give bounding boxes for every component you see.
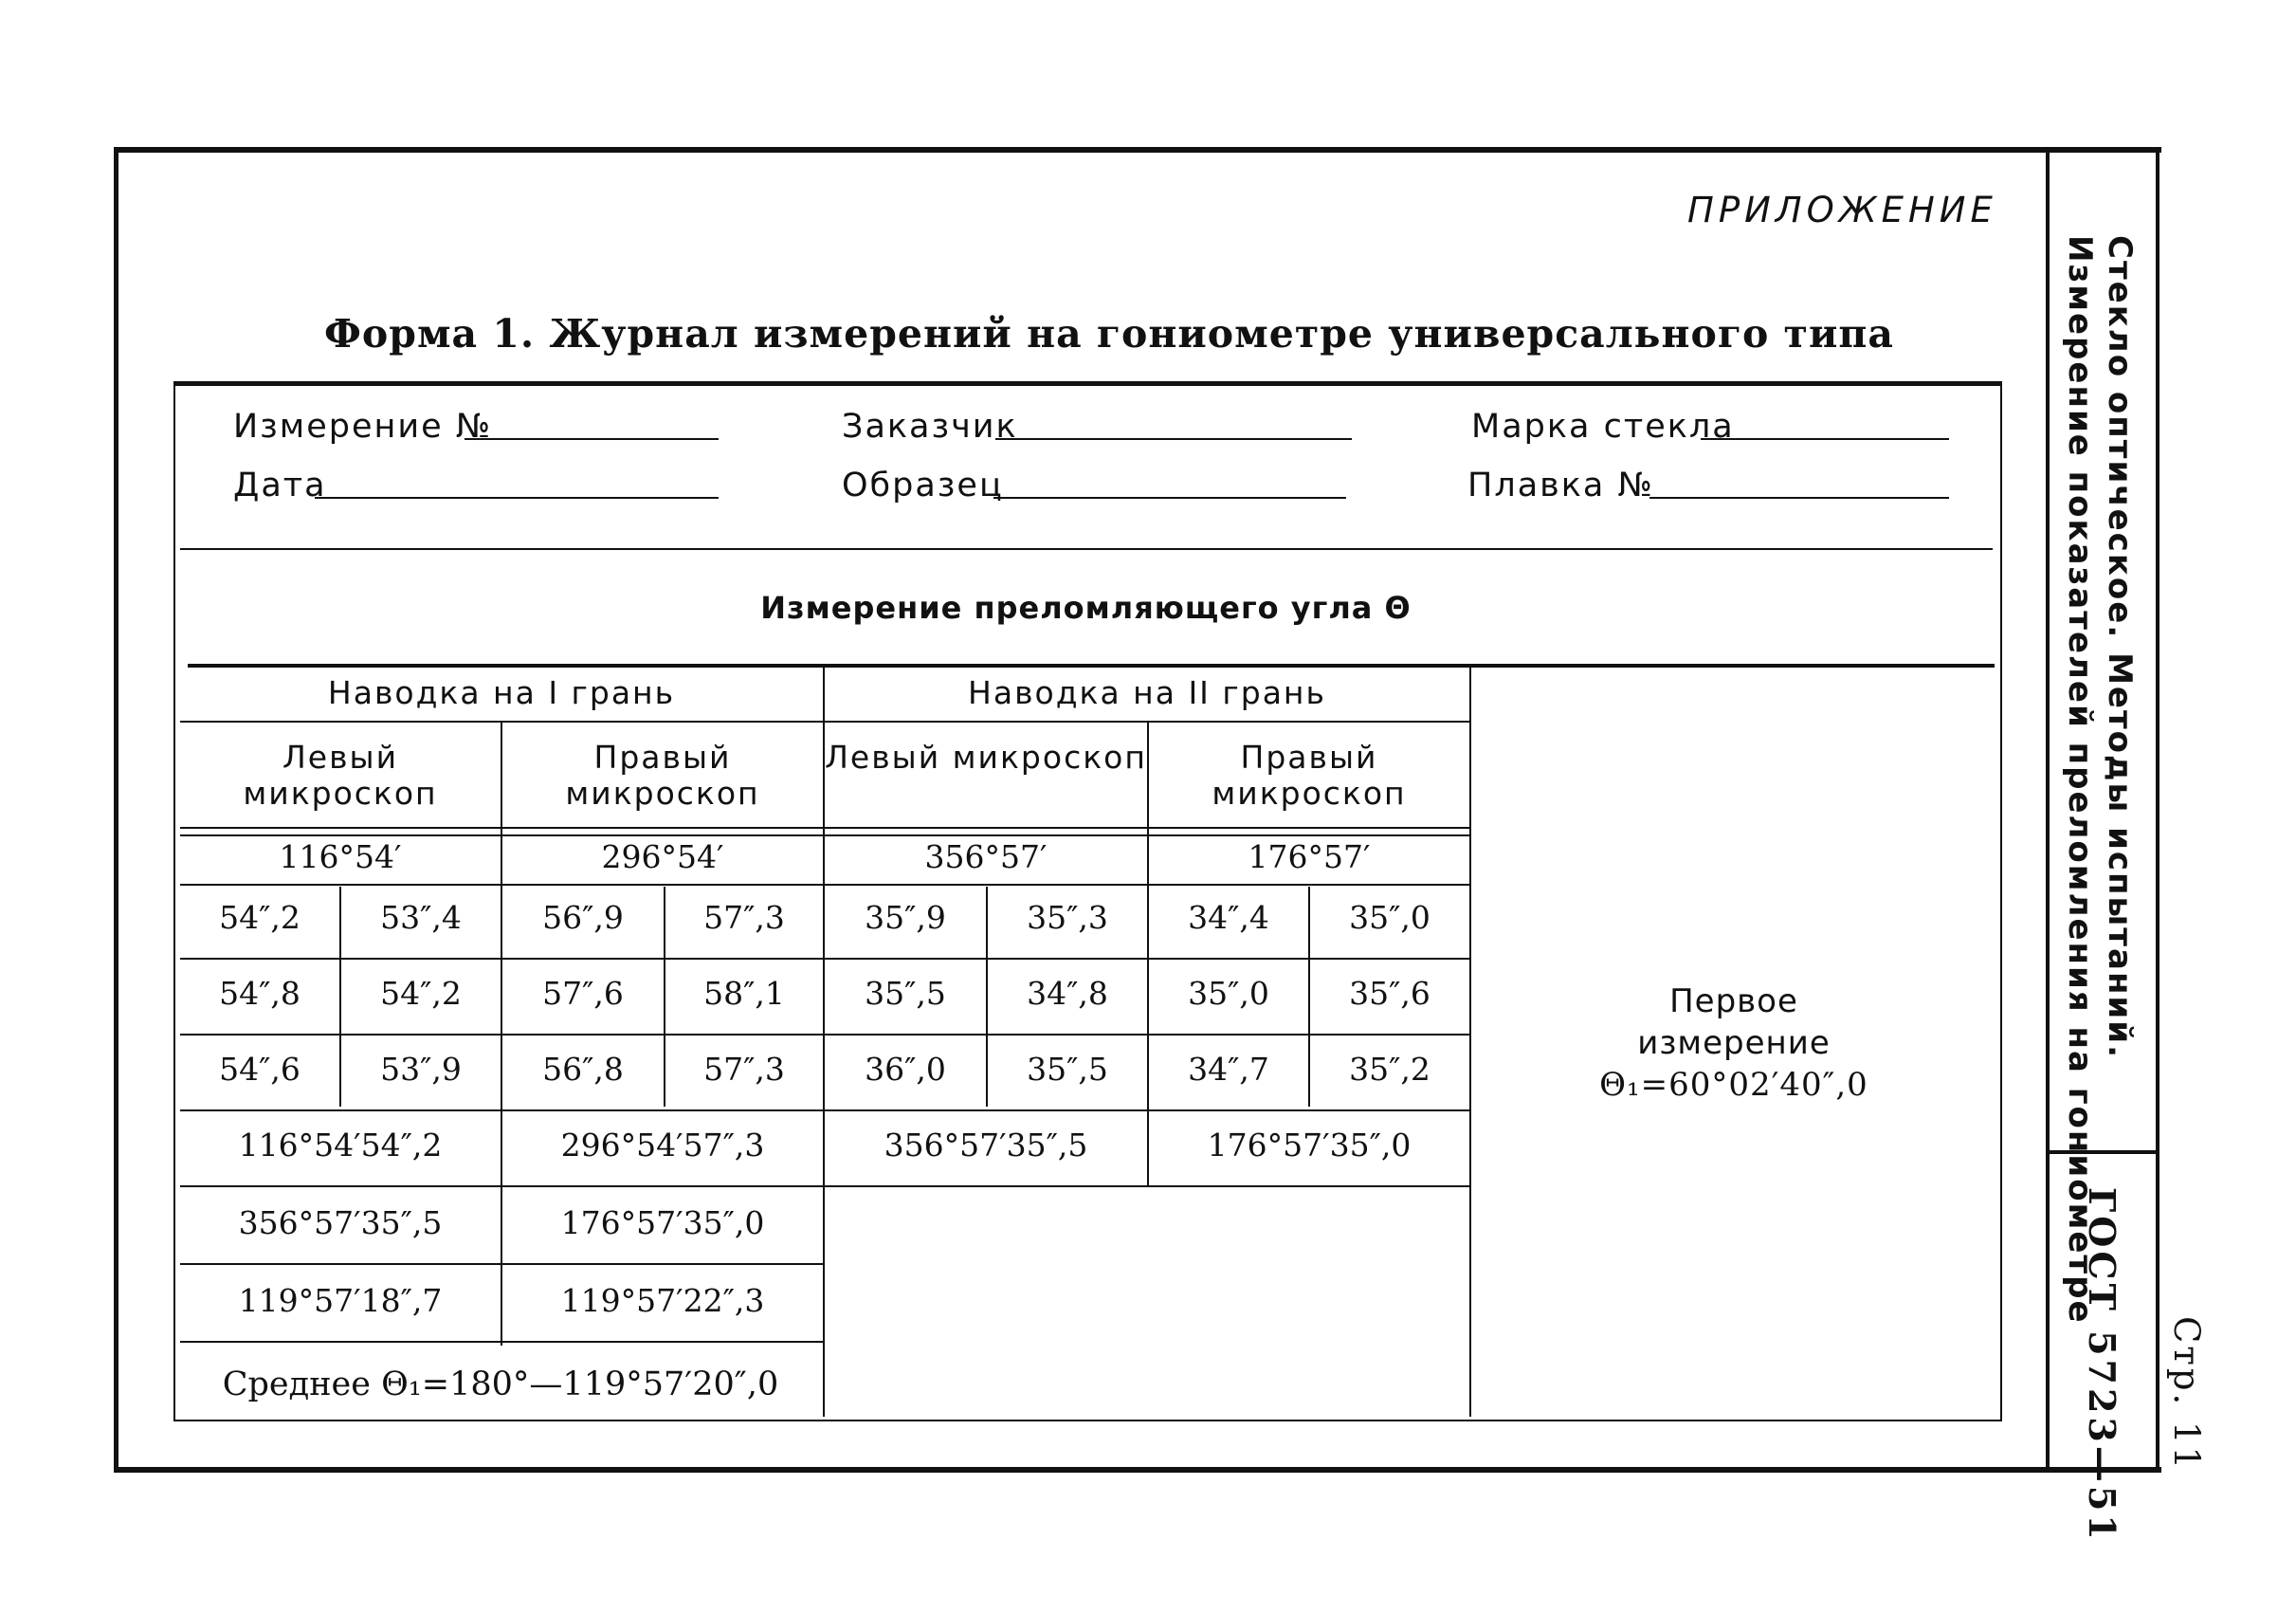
grid-line-averages xyxy=(180,1185,1469,1187)
average-cell: 356°57′35″,5 xyxy=(884,1127,1088,1164)
grid-line-face-header xyxy=(180,721,1469,723)
reading-cell: 58″,1 xyxy=(703,975,785,1012)
field-melt-no: Плавка № xyxy=(1467,467,1654,504)
reading-cell: 54″,2 xyxy=(380,975,462,1012)
frame-side-outer-border xyxy=(2156,150,2159,1470)
grid-line-microscope-header-1 xyxy=(180,827,1469,829)
field-melt-no-line xyxy=(1649,497,1949,499)
grid-line-reading-2 xyxy=(180,1034,1469,1036)
reading-cell: 34″,7 xyxy=(1188,1051,1269,1088)
reading-cell: 57″,6 xyxy=(542,975,624,1012)
base-angle: 176°57′ xyxy=(1248,838,1371,875)
reading-cell: 56″,8 xyxy=(542,1051,624,1088)
reading-cell: 54″,2 xyxy=(219,899,301,936)
reading-cell: 35″,6 xyxy=(1349,975,1430,1012)
appendix-label: ПРИЛОЖЕНИЕ xyxy=(1687,190,1997,230)
reading-cell: 34″,8 xyxy=(1027,975,1108,1012)
grid-line-reading-3 xyxy=(180,1109,1469,1111)
reading-cell: 35″,2 xyxy=(1349,1051,1430,1088)
reading-cell: 35″,9 xyxy=(865,899,946,936)
result-label-measurement: измерение xyxy=(1637,1024,1831,1062)
result-value: Θ₁=60°02′40″,0 xyxy=(1599,1066,1868,1104)
header-separator xyxy=(180,548,1993,550)
average-cell: 116°54′54″,2 xyxy=(238,1127,443,1164)
grid-divider-faces xyxy=(823,668,825,1417)
reading-cell: 36″,0 xyxy=(865,1051,946,1088)
gost-number: ГОСТ 5723—51 xyxy=(2081,1187,2123,1544)
reading-cell: 57″,3 xyxy=(703,1051,785,1088)
reading-cell: 34″,4 xyxy=(1188,899,1269,936)
section-caption: Измерение преломляющего угла Θ xyxy=(760,590,1412,626)
header-face-1: Наводка на I грань xyxy=(327,674,676,711)
side-title-line-2: Измерение показателей преломления на гониометре xyxy=(2061,235,2099,1325)
side-title-line-1: Стекло оптическое. Методы испытаний. xyxy=(2101,235,2139,1059)
average-cell: 296°54′57″,3 xyxy=(560,1127,765,1164)
header-left-microscope-2: Левый микроскоп xyxy=(825,739,1147,776)
header-right-microscope-2: Правый микроскоп xyxy=(1212,739,1407,812)
second-face-value: 356°57′35″,5 xyxy=(238,1204,443,1241)
base-angle: 356°57′ xyxy=(924,838,1048,875)
frame-top-border xyxy=(114,147,2161,153)
field-date-line xyxy=(315,497,719,499)
difference-cell: 119°57′18″,7 xyxy=(238,1282,443,1319)
average-cell: 176°57′35″,0 xyxy=(1207,1127,1412,1164)
header-right-microscope-1: Правый микроскоп xyxy=(565,739,760,812)
reading-cell: 35″,5 xyxy=(865,975,946,1012)
field-customer-line xyxy=(995,438,1352,440)
base-angle: 116°54′ xyxy=(279,838,402,875)
header-left-microscope-1: Левый микроскоп xyxy=(243,739,438,812)
field-glass-grade-line xyxy=(1701,438,1949,440)
reading-cell: 53″,4 xyxy=(380,899,462,936)
field-sample: Образец xyxy=(842,467,1004,504)
caption-separator xyxy=(188,664,1995,668)
reading-cell: 35″,0 xyxy=(1349,899,1430,936)
result-label-first: Первое xyxy=(1669,982,1798,1020)
grid-line-microscope-header-2 xyxy=(180,834,1469,836)
field-date: Дата xyxy=(233,467,327,504)
field-sample-line xyxy=(993,497,1346,499)
reading-cell: 54″,8 xyxy=(219,975,301,1012)
field-measurement-no: Измерение № xyxy=(233,408,493,446)
reading-cell: 35″,3 xyxy=(1027,899,1108,936)
grid-line-differences xyxy=(180,1341,823,1343)
reading-cell: 54″,6 xyxy=(219,1051,301,1088)
form-title: Форма 1. Журнал измерений на гониометре универсального типа xyxy=(324,311,1894,357)
reading-cell: 57″,3 xyxy=(703,899,785,936)
frame-bottom-border xyxy=(114,1467,2161,1473)
reading-cell: 35″,5 xyxy=(1027,1051,1108,1088)
grid-line-base-angles xyxy=(180,884,1469,886)
reading-cell: 56″,9 xyxy=(542,899,624,936)
frame-left-border xyxy=(114,147,118,1473)
header-face-2: Наводка на II грань xyxy=(968,674,1326,711)
field-glass-grade: Марка стекла xyxy=(1471,408,1735,446)
side-title-rotated xyxy=(2061,235,2139,1325)
grid-line-reading-1 xyxy=(180,958,1469,960)
reading-cell: 53″,9 xyxy=(380,1051,462,1088)
field-measurement-no-line xyxy=(465,438,719,440)
difference-cell: 119°57′22″,3 xyxy=(560,1282,765,1319)
grid-line-second-face xyxy=(180,1263,823,1265)
field-customer: Заказчик xyxy=(842,408,1018,446)
reading-cell: 35″,0 xyxy=(1188,975,1269,1012)
second-face-value: 176°57′35″,0 xyxy=(560,1204,765,1241)
base-angle: 296°54′ xyxy=(601,838,724,875)
mean-value: Среднее Θ₁=180°—119°57′20″,0 xyxy=(222,1366,779,1403)
page-number: Стр. 11 xyxy=(2166,1316,2207,1473)
